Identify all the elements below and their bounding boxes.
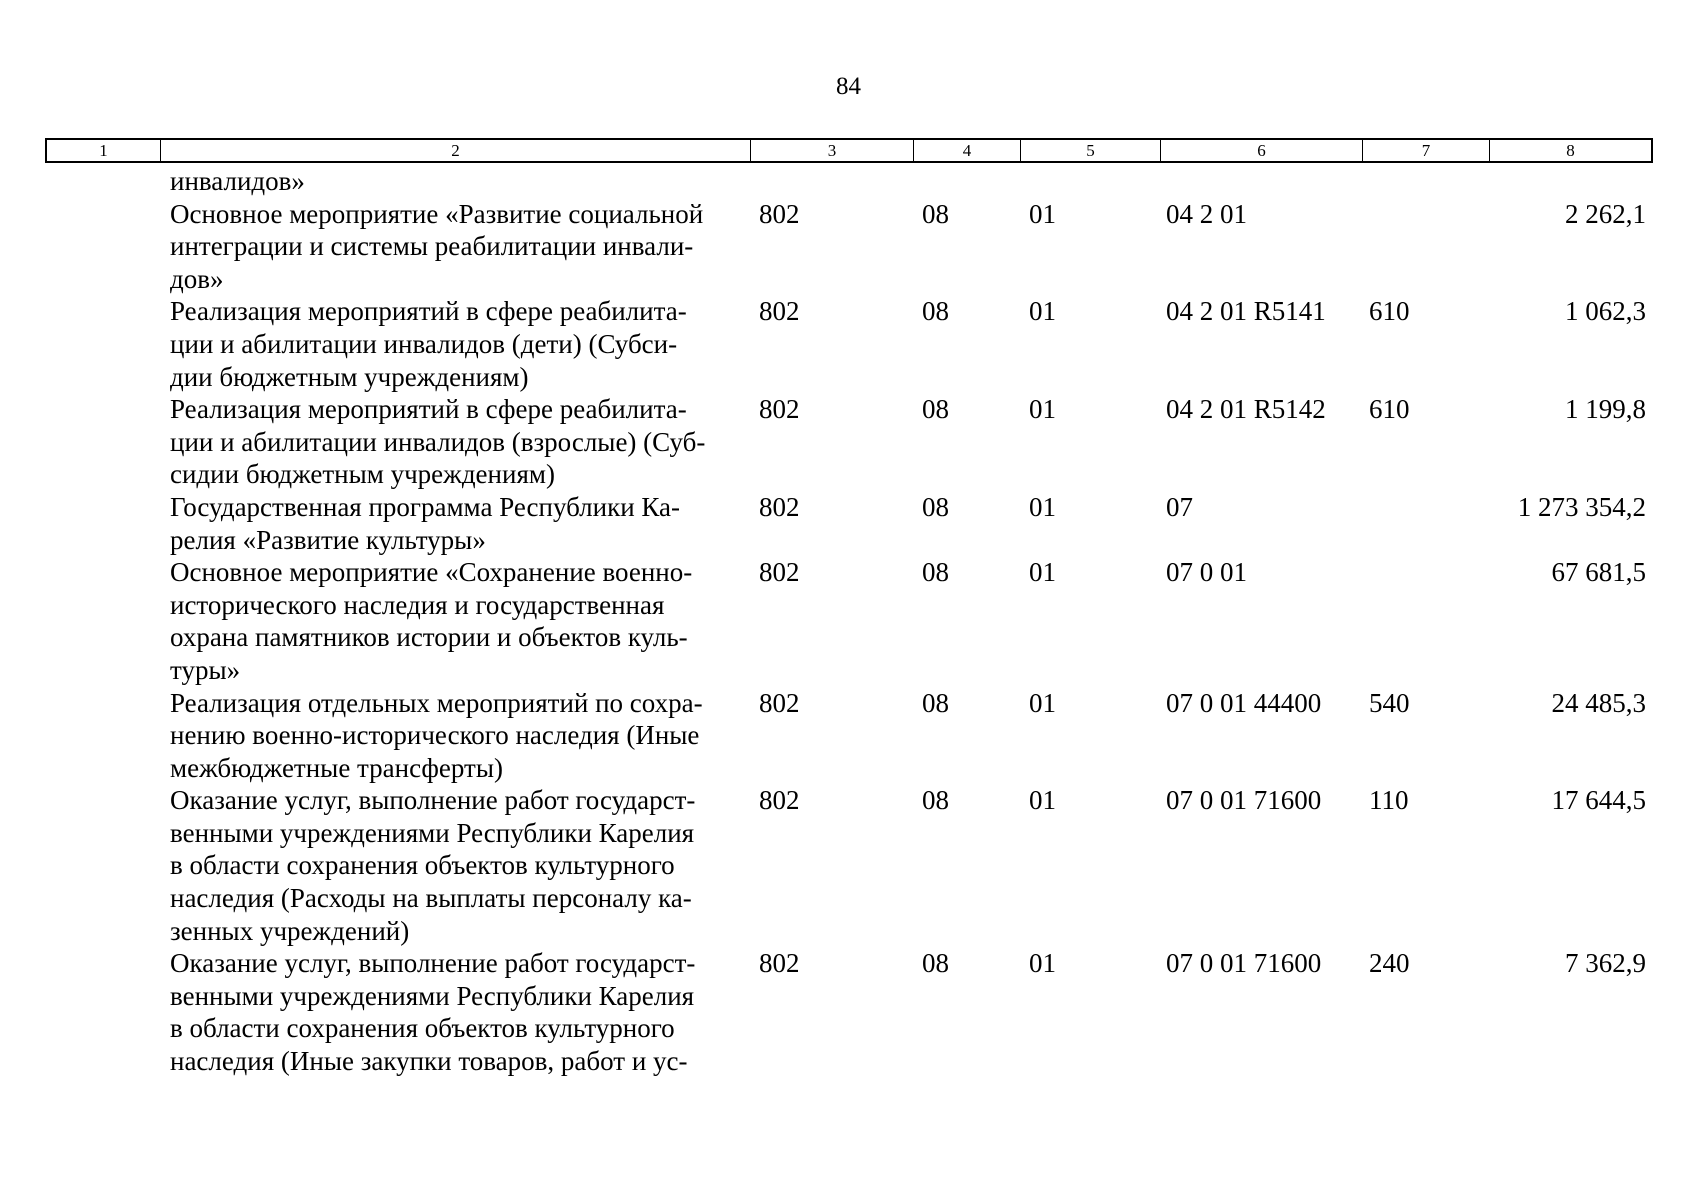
code-column-5: 01 [1029, 557, 1056, 588]
description-line: интеграции и системы реабилитации инвали- [170, 231, 694, 262]
amount-column-8: 67 681,5 [1551, 557, 1646, 588]
code-column-3: 802 [759, 198, 800, 229]
code-column-5: 01 [1029, 948, 1056, 979]
code-column-3: 802 [759, 785, 800, 816]
description-line: в области сохранения объектов культурного [170, 850, 675, 881]
column-header-3: 3 [751, 140, 914, 161]
code-column-4: 08 [922, 198, 949, 229]
code-column-6: 04 2 01 [1166, 198, 1247, 229]
table-row [0, 165, 1697, 198]
table-row [0, 491, 1697, 556]
code-column-7: 110 [1369, 785, 1409, 816]
code-column-4: 08 [922, 687, 949, 718]
column-header-5: 5 [1021, 140, 1161, 161]
code-column-3: 802 [759, 557, 800, 588]
description-line: ции и абилитации инвалидов (взрослые) (Суб- [170, 426, 706, 457]
code-column-6: 07 0 01 71600 [1166, 948, 1322, 979]
description-line: дии бюджетным учреждениям) [170, 361, 529, 392]
code-column-7: 540 [1369, 687, 1410, 718]
row-description [170, 491, 740, 556]
description-line: Оказание услуг, выполнение работ государст- [170, 948, 696, 979]
description-line: Оказание услуг, выполнение работ государст- [170, 785, 696, 816]
column-header-6: 6 [1161, 140, 1363, 161]
row-description [170, 947, 740, 1077]
code-column-7: 240 [1369, 948, 1410, 979]
table-body [0, 165, 1697, 1078]
code-column-3: 802 [759, 491, 800, 522]
description-line: туры» [170, 654, 241, 685]
code-column-5: 01 [1029, 687, 1056, 718]
description-line: зенных учреждений) [170, 915, 410, 946]
table-row [0, 198, 1697, 296]
row-description [170, 556, 740, 686]
code-column-7: 610 [1369, 296, 1410, 327]
description-line: в области сохранения объектов культурного [170, 1013, 675, 1044]
row-description [170, 198, 740, 296]
description-line: Реализация отдельных мероприятий по сохра- [170, 687, 703, 718]
code-column-4: 08 [922, 785, 949, 816]
amount-column-8: 2 262,1 [1565, 198, 1646, 229]
description-line: наследия (Расходы на выплаты персоналу ка- [170, 883, 692, 914]
code-column-6: 04 2 01 R5142 [1166, 394, 1326, 425]
code-column-4: 08 [922, 557, 949, 588]
code-column-3: 802 [759, 296, 800, 327]
description-line: сидии бюджетным учреждениям) [170, 459, 555, 490]
column-header-1: 1 [47, 140, 161, 161]
description-line: венными учреждениями Республики Карелия [170, 817, 695, 848]
row-description [170, 393, 740, 491]
description-line: инвалидов» [170, 166, 305, 196]
row-description [170, 784, 740, 947]
description-line: Реализация мероприятий в сфере реабилита- [170, 296, 687, 327]
code-column-6: 07 0 01 [1166, 557, 1247, 588]
description-line: исторического наследия и государственная [170, 589, 665, 620]
description-line: межбюджетные трансферты) [170, 752, 503, 783]
code-column-4: 08 [922, 948, 949, 979]
code-column-5: 01 [1029, 296, 1056, 327]
row-description [170, 165, 740, 198]
description-line: Государственная программа Республики Ка- [170, 491, 681, 522]
table-row [0, 784, 1697, 947]
table-row [0, 687, 1697, 785]
code-column-3: 802 [759, 687, 800, 718]
column-header-8: 8 [1566, 141, 1575, 160]
page-number: 84 [836, 73, 861, 100]
description-line: Основное мероприятие «Развитие социальной [170, 198, 704, 229]
column-header-2: 2 [161, 140, 751, 161]
code-column-5: 01 [1029, 785, 1056, 816]
code-column-5: 01 [1029, 491, 1056, 522]
code-column-5: 01 [1029, 198, 1056, 229]
description-line: венными учреждениями Республики Карелия [170, 980, 695, 1011]
amount-column-8: 7 362,9 [1565, 948, 1646, 979]
description-line: охрана памятников истории и объектов куль- [170, 622, 688, 653]
table-row [0, 556, 1697, 686]
row-description [170, 687, 740, 785]
column-header-7: 7 [1363, 140, 1490, 161]
code-column-6: 07 0 01 44400 [1166, 687, 1322, 718]
table-row [0, 295, 1697, 393]
description-line: наследия (Иные закупки товаров, работ и ус- [170, 1046, 688, 1077]
code-column-6: 07 [1166, 491, 1193, 522]
description-line: Реализация мероприятий в сфере реабилита- [170, 394, 687, 425]
amount-column-8: 1 062,3 [1565, 296, 1646, 327]
amount-column-8: 17 644,5 [1551, 785, 1646, 816]
code-column-4: 08 [922, 491, 949, 522]
description-line: релия «Развитие культуры» [170, 524, 486, 555]
code-column-3: 802 [759, 394, 800, 425]
code-column-5: 01 [1029, 394, 1056, 425]
description-line: дов» [170, 263, 224, 294]
table-row [0, 393, 1697, 491]
description-line: ции и абилитации инвалидов (дети) (Субси- [170, 328, 678, 359]
amount-column-8: 1 273 354,2 [1517, 491, 1646, 522]
code-column-4: 08 [922, 296, 949, 327]
amount-column-8: 1 199,8 [1565, 394, 1646, 425]
row-description [170, 295, 740, 393]
table-header-row [45, 138, 1653, 163]
code-column-6: 04 2 01 R5141 [1166, 296, 1326, 327]
column-header-4: 4 [914, 140, 1021, 161]
description-line: нению военно-исторического наследия (Иные [170, 720, 700, 751]
code-column-4: 08 [922, 394, 949, 425]
description-line: Основное мероприятие «Сохранение военно- [170, 557, 693, 588]
amount-column-8: 24 485,3 [1551, 687, 1646, 718]
code-column-3: 802 [759, 948, 800, 979]
code-column-6: 07 0 01 71600 [1166, 785, 1322, 816]
code-column-7: 610 [1369, 394, 1410, 425]
table-row [0, 947, 1697, 1077]
